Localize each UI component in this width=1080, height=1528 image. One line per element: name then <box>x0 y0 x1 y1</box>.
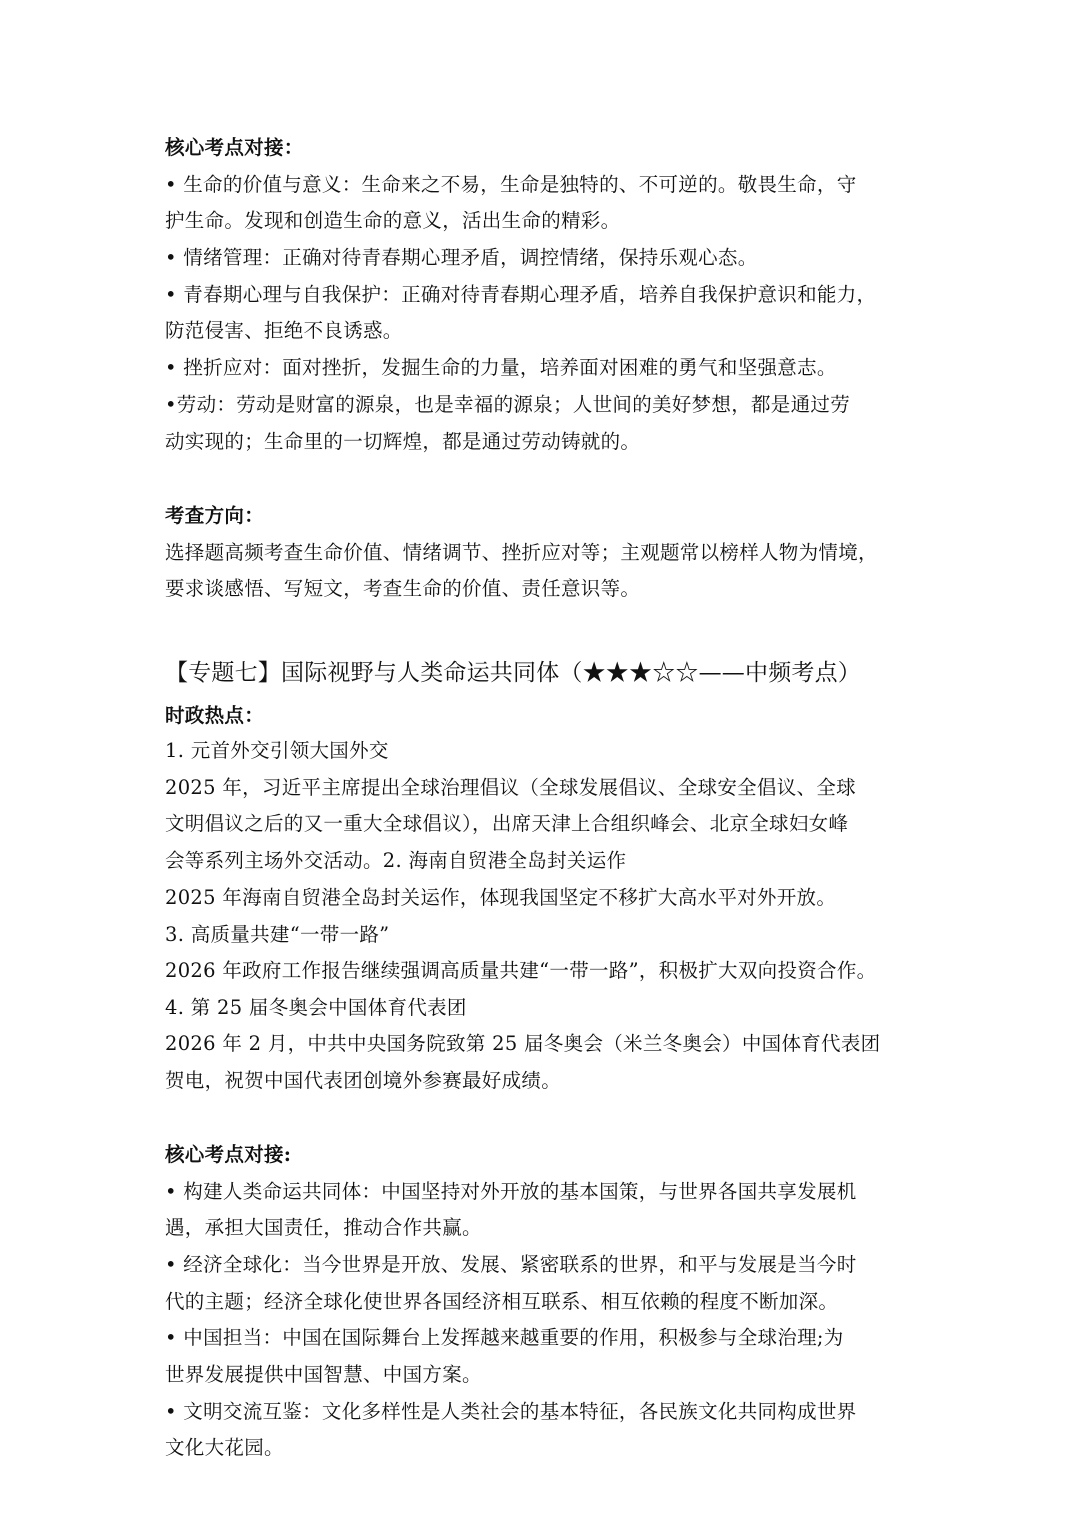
text-line: 1. 元首外交引领大国外交 <box>165 739 389 762</box>
text-line: 2025 年，习近平主席提出全球治理倡议（全球发展倡议、全球安全倡议、全球 <box>165 776 856 799</box>
section-heading-current-affairs: 时政热点： <box>165 704 265 727</box>
text-line: 3. 高质量共建“一带一路” <box>165 923 390 946</box>
text-line: 2025 年海南自贸港全岛封关运作，体现我国坚定不移扩大高水平对外开放。 <box>165 886 837 909</box>
text-line: 文明倡议之后的又一重大全球倡议），出席天津上合组织峰会、北京全球妇女峰 <box>165 812 849 835</box>
text-line: 代的主题；经济全球化使世界各国经济相互联系、相互依赖的程度不断加深。 <box>165 1290 839 1313</box>
bullet-line: • 构建人类命运共同体：中国坚持对外开放的基本国策，与世界各国共享发展机 <box>165 1180 857 1203</box>
bullet-line: • 文明交流互鉴：文化多样性是人类社会的基本特征，各民族文化共同构成世界 <box>165 1400 857 1423</box>
bullet-line: •劳动：劳动是财富的源泉，也是幸福的源泉；人世间的美好梦想，都是通过劳 <box>165 393 851 416</box>
bullet-line: • 中国担当：中国在国际舞台上发挥越来越重要的作用，积极参与全球治理;为 <box>165 1326 844 1349</box>
bullet-line: • 生命的价值与意义：生命来之不易，生命是独特的、不可逆的。敬畏生命，守 <box>165 173 857 196</box>
text-line: 文化大花园。 <box>165 1436 284 1459</box>
bullet-line: • 青春期心理与自我保护：正确对待青春期心理矛盾，培养自我保护意识和能力， <box>165 283 877 306</box>
section-heading-exam-direction: 考查方向： <box>165 504 265 527</box>
text-line: 2026 年 2 月，中共中央国务院致第 25 届冬奥会（米兰冬奥会）中国体育代表团 <box>165 1032 881 1055</box>
bullet-line: • 情绪管理：正确对待青春期心理矛盾，调控情绪，保持乐观心态。 <box>165 246 758 269</box>
text-line: 4. 第 25 届冬奥会中国体育代表团 <box>165 996 467 1019</box>
bullet-line: • 经济全球化：当今世界是开放、发展、紧密联系的世界，和平与发展是当今时 <box>165 1253 857 1276</box>
text-line: 遇，承担大国责任，推动合作共赢。 <box>165 1216 482 1239</box>
text-line: 动实现的；生命里的一切辉煌，都是通过劳动铸就的。 <box>165 430 641 453</box>
bullet-line: • 挫折应对：面对挫折，发掘生命的力量，培养面对困难的勇气和坚强意志。 <box>165 356 837 379</box>
topic-title: 【专题七】国际视野与人类命运共同体（★★★☆☆——中频考点） <box>165 660 861 686</box>
text-line: 世界发展提供中国智慧、中国方案。 <box>165 1363 482 1386</box>
text-line: 防范侵害、拒绝不良诱惑。 <box>165 319 403 342</box>
text-line: 贺电，祝贺中国代表团创境外参赛最好成绩。 <box>165 1069 562 1092</box>
text-line: 2026 年政府工作报告继续强调高质量共建“一带一路”，积极扩大双向投资合作。 <box>165 959 877 982</box>
text-line: 护生命。发现和创造生命的意义，活出生命的精彩。 <box>165 209 621 232</box>
text-line: 要求谈感悟、写短文，考查生命的价值、责任意识等。 <box>165 577 641 600</box>
section-heading-core-points-2: 核心考点对接: <box>165 1143 292 1166</box>
text-line: 会等系列主场外交活动。2. 海南自贸港全岛封关运作 <box>165 849 627 872</box>
text-line: 选择题高频考查生命价值、情绪调节、挫折应对等；主观题常以榜样人物为情境， <box>165 541 878 564</box>
section-heading-core-points: 核心考点对接： <box>165 136 304 159</box>
